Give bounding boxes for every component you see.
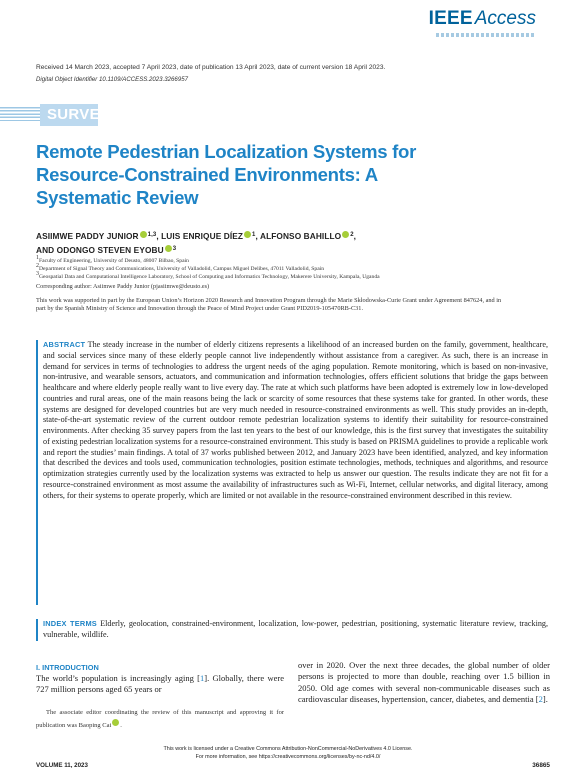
author-name: , LUIS ENRIQUE DÍEZ: [156, 231, 244, 241]
abstract-side-rule: [36, 340, 38, 605]
article-type-banner: SURVEY: [40, 104, 98, 126]
logo-dotted-underline: [436, 33, 536, 37]
page-number: 36865: [532, 762, 550, 769]
abstract-label: ABSTRACT: [43, 340, 86, 349]
license-link[interactable]: For more information, see https://creativecommons.org/licenses/by-nc-nd/4.0/: [195, 754, 381, 760]
affiliation-number: 3: [36, 271, 39, 277]
abstract: [43, 340, 548, 501]
index-terms-label: INDEX TERMS: [43, 619, 97, 628]
affiliation-text: Geospatial Data and Computational Intelligence Laboratory, School of Computing and Informatics Technology, Makerere University, Kampala, Uganda: [39, 274, 380, 280]
author-name: ASIIMWE PADDY JUNIOR: [36, 231, 139, 241]
affiliation-text: Department of Signal Theory and Communications, University of Valladolid, Campus Miguel Delibes, 47011 Valladolid, Spain: [39, 266, 325, 272]
author-name: , ALFONSO BAHILLO: [255, 231, 342, 241]
author-list: [36, 229, 551, 257]
section-heading: I. INTRODUCTION: [36, 663, 99, 672]
footnote-text: The associate editor coordinating the review of this manuscript and approving it for publication was Baoping Cai: [36, 709, 284, 729]
orcid-icon[interactable]: [342, 231, 349, 238]
intro-column-right: [298, 660, 550, 705]
publication-dates: Received 14 March 2023, accepted 7 April 2023, date of publication 13 April 2023, date of current version 18 April 2023.: [36, 64, 386, 71]
logo-ieee-text: IEEE: [428, 8, 473, 29]
body-text: ]. Globally, there were 727 million persons aged 65 years or: [36, 673, 285, 695]
corresponding-author: Corresponding author: Asiimwe Paddy Junior (pjasiimwe@deusto.es): [36, 283, 210, 290]
author-affiliation-marker: 3: [172, 246, 177, 252]
affiliation-number: 2: [36, 263, 39, 269]
orcid-icon[interactable]: [165, 245, 172, 252]
index-terms: [43, 619, 548, 641]
banner-stripes: [0, 107, 40, 123]
ieee-access-logo: [429, 8, 536, 34]
affiliation-text: Faculty of Engineering, University of Deusto, 48007 Bilbao, Spain: [39, 258, 189, 264]
affiliation-number: 1: [36, 255, 39, 261]
author-affiliation-marker: 1,3: [147, 232, 157, 238]
orcid-icon[interactable]: [244, 231, 251, 238]
doi-line: Digital Object Identifier 10.1109/ACCESS.2023.3266957: [36, 76, 188, 83]
author-affiliation-marker: 2: [350, 232, 354, 238]
index-terms-text: Elderly, geolocation, constrained-environment, localization, low-power, pedestrian, positioning, systematic literature review, tracking, vulnerable, wildlife.: [43, 619, 548, 639]
orcid-icon[interactable]: [140, 231, 147, 238]
intro-column-left: [36, 673, 284, 695]
editor-footnote: The associate editor coordinating the review of this manuscript and approving it for publication was Baoping Cai .: [36, 709, 284, 729]
paper-title: Remote Pedestrian Localization Systems for Resource-Constrained Environments: A Systematic Review: [36, 141, 417, 208]
body-text: ].: [542, 693, 548, 704]
orcid-icon[interactable]: [112, 719, 119, 726]
citation-link[interactable]: 2: [538, 693, 543, 704]
volume-label: VOLUME 11, 2023: [36, 762, 88, 769]
funding-statement: This work was supported in part by the European Union’s Horizon 2020 Research and Innovation Program through the Marie Skłodowska-Curie Grant under Agreement 847624, and in part by the Spanish Ministry of Science and Innovation through the Peace of Mind Project under Grant PID2019-105470RB-C31.: [36, 297, 502, 313]
body-text: over in 2020. Over the next three decades, the global number of older persons is projected to more than double, reaching over 1.5 billion in 2050. Old age comes with several non-communicable diseases such as cardiovascular diseases, hypertension, cancer, diabetes, and dementia [: [298, 660, 550, 704]
abstract-text: The steady increase in the number of elderly citizens represents a likelihood of an increased burden on the family, government, healthcare, and social services since many of these elderly people cannot live independently without assistance from a caregiver. As such, there is an increase in demand for services in terms of technologies to address the urgent needs of the aging population. Remote monitoring, which is based on non-invasive, non-intrusive, and wearable sensors, actuators, and communication and information technologies, offers efficient solutions that bridge the gaps between healthcare and where elderly people really want to live every day. The rate at which such platforms have been adopted is extremely low in low-developed countries and rural areas, one of the main reasons being the lack or scarcity of some resources that these systems take for granted. In other words, these systems are designed for developed countries but are very much needed in resource-constrained environments as well. This study provides an in-depth, state-of-the-art systematic review of the current outdoor remote pedestrian localization systems to identify their suitability for resource-constrained environments. After checking 35 survey papers from the last ten years to the best of our knowledge, this is the first survey that investigates the suitability of existing pedestrian localization systems for a resource-constrained environment. This study is based on PRISMA guidelines to provide a replicable work and report the studies’ main findings. A total of 37 works published between 2012, and January 2023 have been identified, analyzed, and key information that described the devices and tools used, communication technologies, position estimate technologies, methods, techniques and algorithms, and resource optimization strategies currently used by the localization systems was extracted to help us answer our question. The results indicate they are not fit for a resource-constrained environment as most assume the availability of infrastructures such as Wi-Fi, Internet, cellular networks, and digital literacy, among others, for their systems to operate properly, which are limited or not available in the resource-constrained environment described in this review.: [43, 340, 548, 500]
index-terms-side-rule: [36, 619, 38, 641]
citation-link[interactable]: 1: [199, 673, 205, 683]
license-line: This work is licensed under a Creative Commons Attribution-NonCommercial-NoDerivatives 4.0 License.: [163, 746, 413, 752]
author-name: AND ODONGO STEVEN EYOBU: [36, 245, 164, 255]
affiliation-line: [36, 271, 556, 281]
author-separator: ,: [353, 231, 357, 241]
author-affiliation-marker: 1: [252, 232, 256, 238]
logo-access-text: Access: [474, 8, 536, 29]
body-text: The world’s population is increasingly aging [: [36, 673, 200, 683]
